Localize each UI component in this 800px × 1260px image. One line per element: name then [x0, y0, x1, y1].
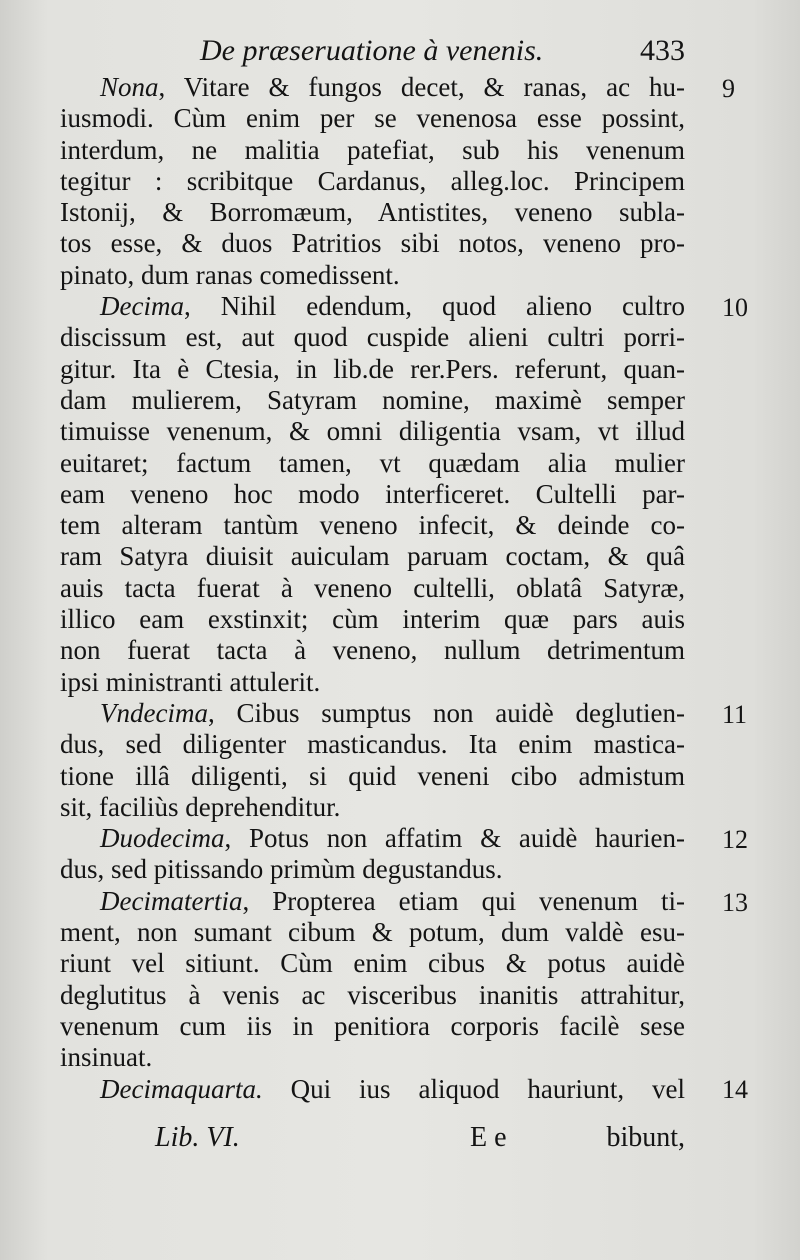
quire-signature: E e [470, 1122, 507, 1153]
margin-number: 13 [722, 888, 748, 917]
margin-number: 10 [722, 293, 748, 322]
text-line: tione illâ diligenti, si quid veneni cibo admistum [60, 760, 685, 791]
text-line: tegitur : scribitque Cardanus, alleg.loc. Principem [60, 165, 685, 196]
text-line: dam mulierem, Satyram nomine, maximè semper [60, 384, 685, 415]
text-line: eam veneno hoc modo interficeret. Cultelli par- [60, 478, 685, 509]
page-footer [155, 1122, 685, 1156]
text-line: ipsi ministranti attulerit. [60, 666, 321, 697]
body-text [60, 72, 685, 1105]
text-line: pinato, dum ranas comedissent. [60, 259, 400, 290]
text-line: auis tacta fuerat à veneno cultelli, oblatâ Satyræ, [60, 572, 685, 603]
text-line: ment, non sumant cibum & potum, dum valdè esu- [60, 917, 685, 948]
page-number: 433 [640, 34, 685, 67]
text-line: dus, sed pitissando primùm degustandus. [60, 854, 503, 885]
text-line: Decimaquarta. Qui ius aliquod hauriunt, vel [100, 1073, 685, 1104]
text-line: Vndecima, Cibus sumptus non auidè deglutien- [100, 697, 685, 728]
text-line: discissum est, aut quod cuspide alieni cultri porri- [60, 322, 685, 353]
text-line: dus, sed diligenter masticandus. Ita enim mastica- [60, 729, 685, 760]
text-line: non fuerat tacta à veneno, nullum detrimentum [60, 635, 685, 666]
paragraph-label: Duodecima [100, 823, 225, 854]
text-line: riunt vel sitiunt. Cùm enim cibus & potus auidè [60, 948, 685, 979]
margin-number: 12 [722, 825, 748, 854]
paragraph-label: Decima [100, 291, 184, 322]
text-line: sit, faciliùs deprehenditur. [60, 791, 341, 822]
running-title: De præseruatione à venenis. [200, 34, 544, 67]
text-line: illico eam exstinxit; cùm interim quæ pars auis [60, 604, 685, 635]
page-header [200, 34, 685, 74]
text-line: venenum cum iis in penitiora corporis facilè sese [60, 1010, 685, 1041]
paragraph-label: Decimatertia [100, 885, 243, 916]
paragraph-label: Decimaquarta. [100, 1073, 263, 1104]
text-line: euitaret; factum tamen, vt quædam alia mulier [60, 447, 685, 478]
margin-number: 9 [722, 74, 735, 103]
catchword: bibunt, [606, 1122, 685, 1153]
text-line: Istonij, & Borromæum, Antistites, veneno subla- [60, 197, 685, 228]
text-line: Decima, Nihil edendum, quod alieno cultro [100, 291, 685, 322]
text-line: timuisse venenum, & omni diligentia vsam, vt illud [60, 416, 685, 447]
text-line: Decimatertia, Propterea etiam qui venenum ti- [100, 885, 685, 916]
paragraph-label: Vndecima [100, 697, 208, 728]
text-line: Duodecima, Potus non affatim & auidè haurien- [100, 823, 685, 854]
book-signature: Lib. VI. [155, 1122, 240, 1153]
text-line: gitur. Ita è Ctesia, in lib.de rer.Pers. referunt, quan- [60, 353, 685, 384]
text-line: tem alteram tantùm veneno infecit, & deinde co- [60, 510, 685, 541]
text-line: insinuat. [60, 1042, 153, 1073]
text-line: ram Satyra diuisit auiculam paruam coctam, & quâ [60, 541, 685, 572]
text-line: tos esse, & duos Patritios sibi notos, veneno pro- [60, 228, 685, 259]
text-line: deglutitus à venis ac visceribus inanitis attrahitur, [60, 979, 685, 1010]
paragraph-label: Nona [100, 72, 159, 102]
margin-number: 11 [722, 700, 748, 729]
text-line: iusmodi. Cùm enim per se venenosa esse possint, [60, 103, 685, 134]
text-line: interdum, ne malitia patefiat, sub his venenum [60, 134, 685, 165]
text-line: Nona, Vitare & fungos decet, & ranas, ac hu- [100, 72, 685, 102]
margin-number: 14 [722, 1075, 748, 1104]
